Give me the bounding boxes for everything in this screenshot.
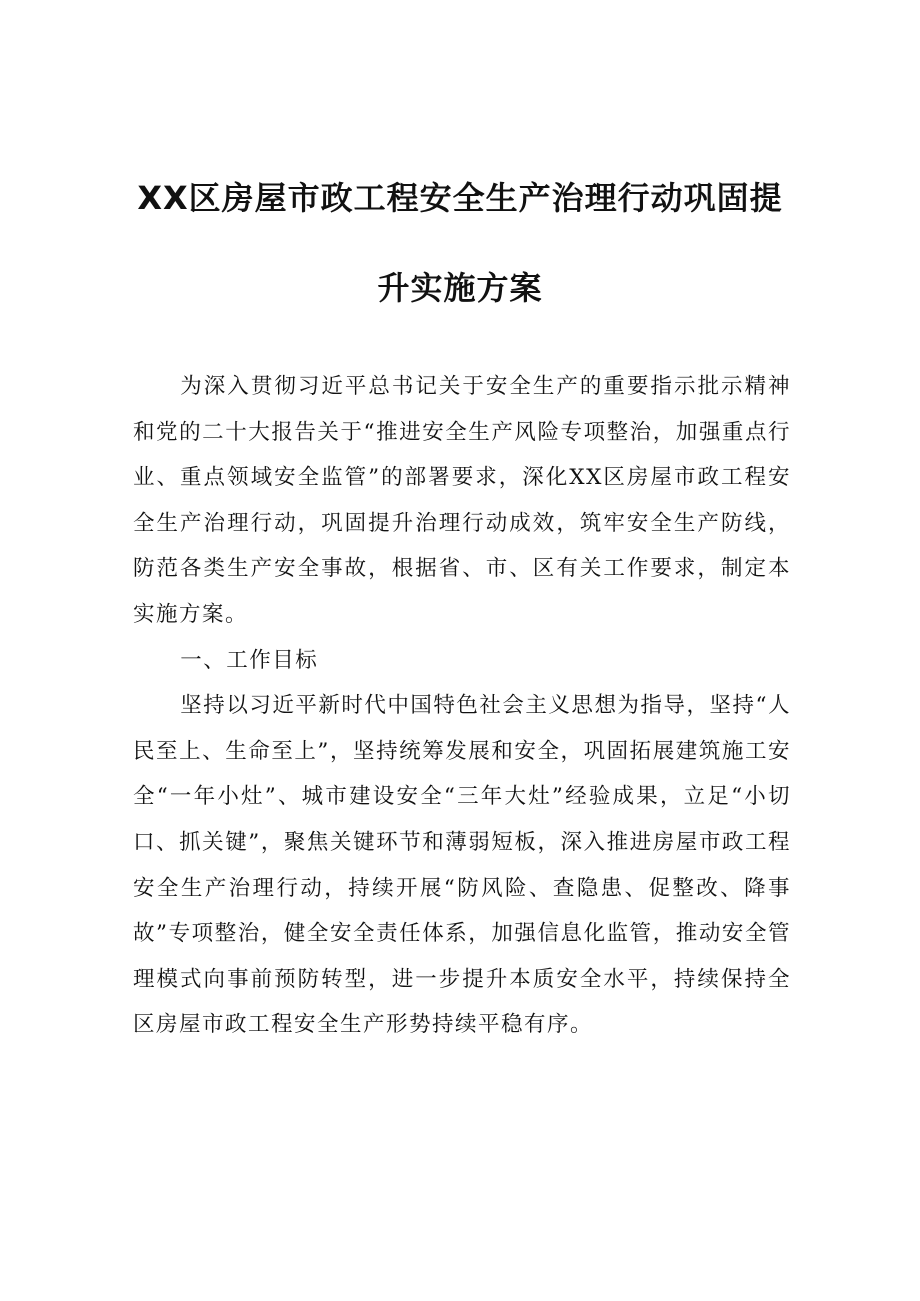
document-body [133, 364, 791, 1048]
section-heading-work-goals: 一、工作目标 [180, 647, 319, 673]
work-goals-paragraph: 坚持以习近平新时代中国特色社会主义思想为指导，坚持“人民至上、生命至上”，坚持统筹发展和安全，巩固拓展建筑施工安全“一年小灶”、城市建设安全“三年大灶”经验成果，立足“小切口、抓关键”，聚焦关键环节和薄弱短板，深入推进房屋市政工程安全生产治理行动，持续开展“防风险、查隐患、促整改、降事故”专项整治，健全安全责任体系，加强信息化监管，推动安全管理模式向事前预防转型，进一步提升本质安全水平，持续保持全区房屋市政工程安全生产形势持续平稳有序。 [133, 693, 791, 1038]
document-title-line-1: XX区房屋市政工程安全生产治理行动巩固提 [137, 179, 783, 217]
intro-paragraph: 为深入贯彻习近平总书记关于安全生产的重要指示批示精神和党的二十大报告关于“推进安全生产风险专项整治，加强重点行业、重点领域安全监管”的部署要求，深化XX区房屋市政工程安全生产治理行动，巩固提升治理行动成效，筑牢安全生产防线，防范各类生产安全事故，根据省、市、区有关工作要求，制定本实施方案。 [133, 374, 791, 627]
document-title-line-2: 升实施方案 [377, 269, 543, 307]
